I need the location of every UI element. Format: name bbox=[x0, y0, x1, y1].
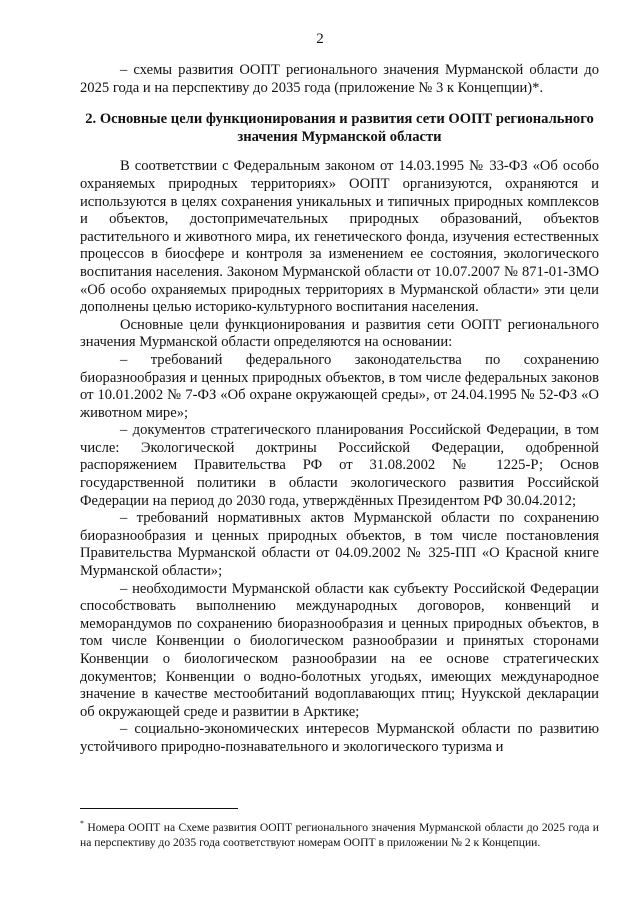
list-item-regional-acts: – требований нормативных актов Мурманской области по сохранению биоразнообразия и ценных природных объектов, в том числе постановления Правительства Мурманской области от 04.09.2002 № 325-ПП «О Красной книге Мурманской области»; bbox=[80, 510, 599, 580]
footnote-divider bbox=[80, 808, 238, 809]
paragraph-goals-intro: Основные цели функционирования и развития сети ООПТ регионального значения Мурманской области определяются на основании: bbox=[80, 316, 599, 351]
list-item-international: – необходимости Мурманской области как субъекту Российской Федерации способствовать выполнению международных договоров, конвенций и меморандумов по сохранению биоразнообразия и ценных природных объектов, в том числе Конвенции о биологическом разнообразии и принятых сторонами Конвенции о биологическом разнообразии на ее основе стратегических документов; Конвенции о водно-болотных угодьях, имеющих международное значение в качестве местообитаний водоплавающих птиц; Нуукской декларации об окружающей среде и развитии в Арктике; bbox=[80, 580, 599, 720]
footnote-text: Номера ООПТ на Схеме развития ООПТ регионального значения Мурманской области до 2025 года и на перспективу до 2035 года соответствуют номерам ООПТ в приложении № 2 к Концепции. bbox=[80, 820, 599, 849]
document-body bbox=[80, 62, 599, 757]
intro-list-item: – схемы развития ООПТ регионального значения Мурманской области до 2025 года и на перспективу до 2035 года (приложение № 3 к Концепции)*. bbox=[80, 62, 599, 96]
footnote bbox=[80, 816, 599, 850]
section-title: 2. Основные цели функционирования и развития сети ООПТ регионального значения Мурманской области bbox=[85, 111, 594, 145]
footnote-marker: * bbox=[80, 819, 84, 828]
list-item-strategic-docs: – документов стратегического планирования Российской Федерации, в том числе: Экологической доктрины Российской Федерации, одобренной распоряжением Правительства РФ от 31.08.2002 № 1225-Р; Основ государственной политики в области экологического развития Российской Федерации на период до 2030 года, утверждённых Президентом РФ 30.04.2012; bbox=[80, 422, 599, 509]
paragraph-legal-basis: В соответствии с Федеральным законом от 14.03.1995 № 33-ФЗ «Об особо охраняемых природных территориях» ООПТ организуются, охраняются и используются в целях сохранения уникальных и типичных природных комплексов и объектов, достопримечательных природных образований, объектов растительного и животного мира, их генетического фонда, изучения естественных процессов в биосфере и контроля за изменением ее состояния, экологического воспитания населения. Законом Мурманской области от 10.07.2007 № 871-01-ЗМО «Об особо охраняемых природных территориях в Мурманской области» эти цели дополнены целью историко-культурного воспитания населения. bbox=[80, 158, 599, 316]
page-number: 2 bbox=[316, 31, 324, 47]
list-item-socioeconomic: – социально-экономических интересов Мурманской области по развитию устойчивого природно-познавательного и экологического туризма и bbox=[80, 721, 599, 755]
list-item-federal-law: – требований федерального законодательства по сохранению биоразнообразия и ценных природных объектов, в том числе федеральных законов от 10.01.2002 № 7-ФЗ «Об охране окружающей среды», от 24.04.1995 № 52-ФЗ «О животном мире»; bbox=[80, 351, 599, 421]
